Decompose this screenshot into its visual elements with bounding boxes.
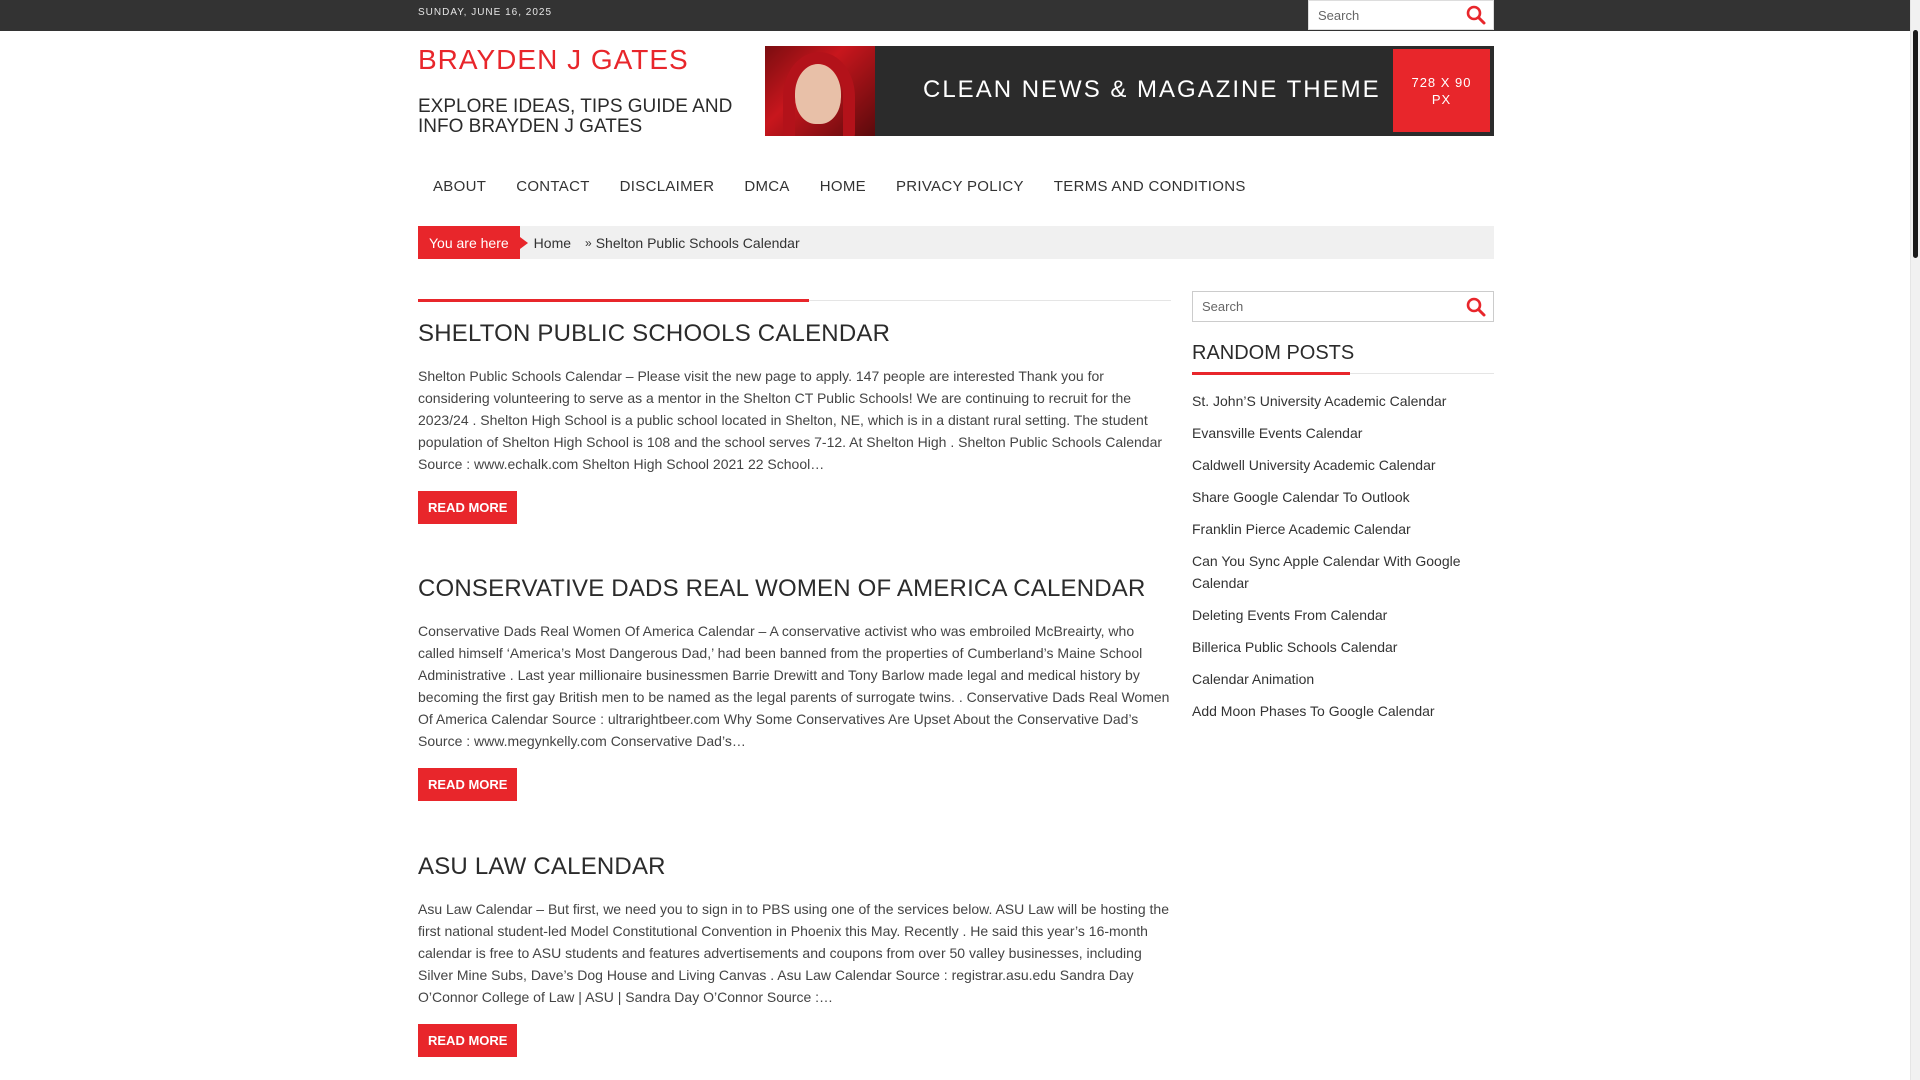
random-post-link[interactable]: Franklin Pierce Academic Calendar <box>1192 521 1411 537</box>
banner-photo <box>765 46 875 136</box>
nav-item-dmca[interactable]: DMCA <box>744 178 790 195</box>
breadcrumb-separator-icon: » <box>585 235 592 250</box>
search-icon[interactable] <box>1465 296 1487 318</box>
site-title-link[interactable]: BRAYDEN J GATES <box>418 44 689 75</box>
banner-size-label: 728 X 90 PX <box>1393 49 1490 132</box>
post-excerpt: Asu Law Calendar – But first, we need you to sign in to PBS using one of the services below. ASU Law will be hosting the first national student-led Model Constitutional Convention in Phoenix this May. Recently . He said this year’s 16-month calendar is free to ASU students and features advertisements and coupons from over 50 valley businesses, including Silver Mine Subs, Dave’s Dog House and Living Canvas . Asu Law Calendar Source : registrar.asu.edu Sandra Day O’Connor College of Law | ASU | Sandra Day O’Connor Source :… <box>418 901 1169 1005</box>
random-posts-title: RANDOM POSTS <box>1192 342 1355 364</box>
random-posts-list <box>1192 390 1494 722</box>
post-title[interactable]: CONSERVATIVE DADS REAL WOMEN OF AMERICA CALENDAR <box>418 575 1146 602</box>
random-post-link[interactable]: Can You Sync Apple Calendar With Google Calendar <box>1192 553 1461 591</box>
post-item <box>418 575 1171 801</box>
random-post-link[interactable]: Billerica Public Schools Calendar <box>1192 639 1398 655</box>
random-post-link[interactable]: Caldwell University Academic Calendar <box>1192 457 1436 473</box>
random-post-link[interactable]: St. John’S University Academic Calendar <box>1192 393 1447 409</box>
header-ad-banner[interactable] <box>765 46 1494 136</box>
post-item <box>418 320 1171 524</box>
top-bar <box>0 0 1910 31</box>
sidebar <box>1192 291 1494 732</box>
top-search-box <box>1308 0 1494 30</box>
search-icon[interactable] <box>1465 4 1487 26</box>
post-excerpt: Shelton Public Schools Calendar – Please visit the new page to apply. 147 people are interested Thank you for considering volunteering to serve as a mentor in the Shelton CT Public Schools! We are continuing to recruit for the 2023/24 . Shelton High School is a public school located in Shelton, NE, which is in a distant rural setting. The student population of Shelton High School is 108 and the school serves 7-12. At Shelton High . Shelton Public Schools Calendar Source : www.echalk.com Shelton High School 2021 22 School… <box>418 368 1163 472</box>
site-tagline: EXPLORE IDEAS, TIPS GUIDE AND INFO BRAYDEN J GATES <box>418 96 733 137</box>
read-more-button[interactable]: READ MORE <box>418 1024 517 1057</box>
random-post-link[interactable]: Add Moon Phases To Google Calendar <box>1192 703 1435 719</box>
nav-item-home[interactable]: HOME <box>819 178 866 195</box>
random-post-link[interactable]: Calendar Animation <box>1192 671 1315 687</box>
nav-item-terms-and-conditions[interactable]: TERMS AND CONDITIONS <box>1053 178 1246 195</box>
sidebar-search-box <box>1192 291 1494 322</box>
top-search-input[interactable] <box>1309 1 1459 29</box>
sidebar-search-input[interactable] <box>1193 292 1343 321</box>
scrollbar-thumb[interactable] <box>1913 30 1918 258</box>
post-title[interactable]: ASU LAW CALENDAR <box>418 853 666 880</box>
read-more-button[interactable]: READ MORE <box>418 491 517 524</box>
page-scrollbar[interactable] <box>1910 0 1920 1080</box>
main-navigation <box>418 170 1261 203</box>
breadcrumb-home-link[interactable]: Home <box>533 234 572 251</box>
nav-item-about[interactable]: ABOUT <box>433 178 487 195</box>
content-divider-accent <box>418 299 809 302</box>
nav-item-privacy-policy[interactable]: PRIVACY POLICY <box>895 178 1024 195</box>
post-item <box>418 853 1171 1057</box>
post-title[interactable]: SHELTON PUBLIC SCHOOLS CALENDAR <box>418 320 891 347</box>
random-post-link[interactable]: Deleting Events From Calendar <box>1192 607 1388 623</box>
current-date: SUNDAY, JUNE 16, 2025 <box>418 7 553 18</box>
widget-divider <box>1192 373 1494 374</box>
breadcrumb-prefix: You are here <box>418 226 520 259</box>
random-post-link[interactable]: Evansville Events Calendar <box>1192 425 1363 441</box>
post-excerpt: Conservative Dads Real Women Of America Calendar – A conservative activist who was embroiled McBreairty, who called himself ‘America’s Most Dangerous Dad,’ had been banned from the properties of Cumberland’s Maine School Administrative . Last year millionaire businessmen Barrie Drewitt and Tony Barlow made legal and medical history by becoming the first gay British men to be named as the legal parents of surrogate twins. . Conservative Dads Real Women Of America Calendar Source : ultrarightbeer.com Why Some Conservatives Are Upset About the Conservative Dad’s Source : www.megynkelly.com Conservative Dad’s… <box>418 623 1170 749</box>
breadcrumb-current: Shelton Public Schools Calendar <box>595 234 800 251</box>
random-post-link[interactable]: Share Google Calendar To Outlook <box>1192 489 1410 505</box>
read-more-button[interactable]: READ MORE <box>418 768 517 801</box>
banner-headline: CLEAN NEWS & MAGAZINE THEME <box>923 76 1381 103</box>
nav-item-contact[interactable]: CONTACT <box>516 178 590 195</box>
nav-item-disclaimer[interactable]: DISCLAIMER <box>619 178 715 195</box>
breadcrumb <box>418 226 1494 259</box>
